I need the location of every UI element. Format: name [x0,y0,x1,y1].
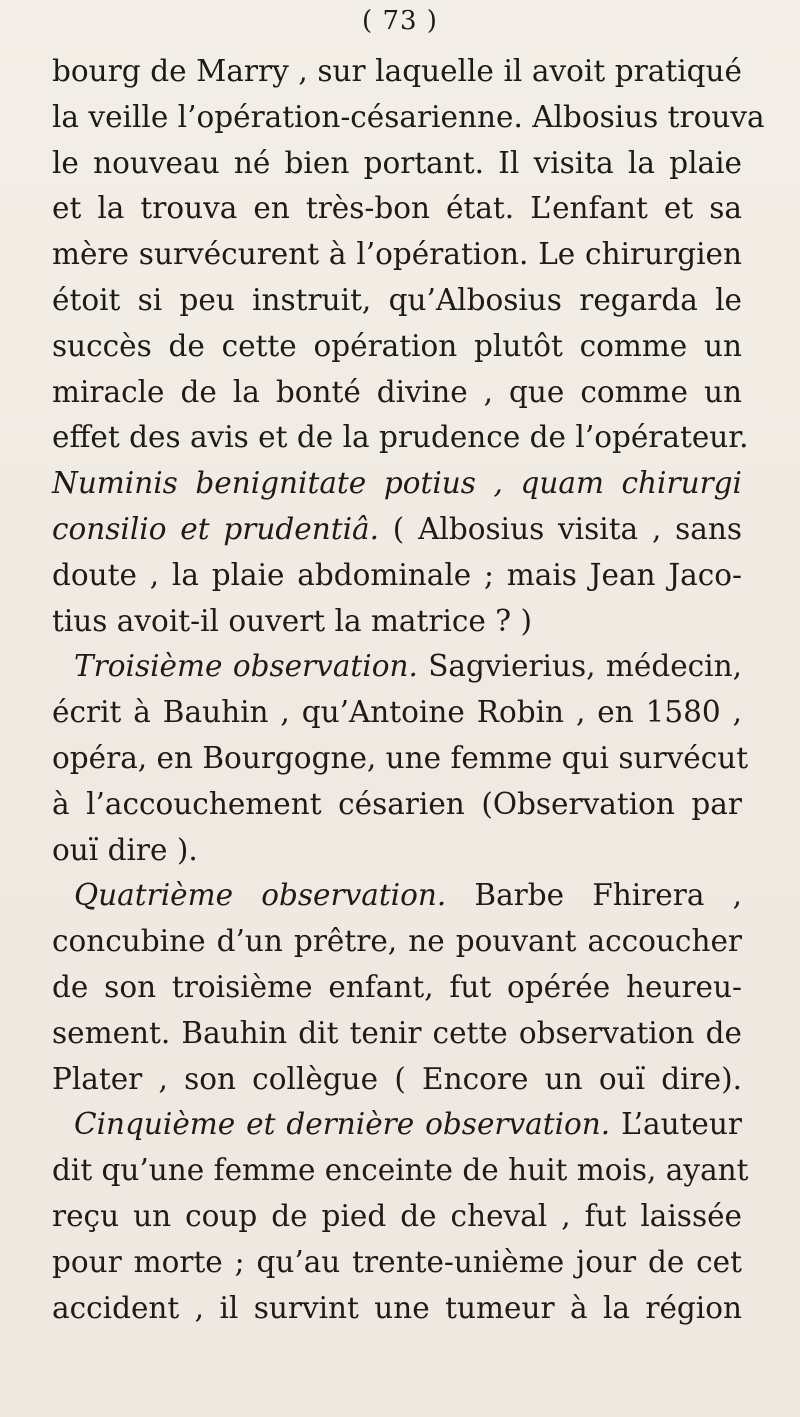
italic-text: Troisième observation. [74,649,418,684]
text-line [52,1286,742,1332]
text-segment: succès de cette opération plutôt comme un [52,328,742,363]
italic-text: Quatrième observation. [74,878,447,913]
text-segment: Sagvierius, médecin, [417,649,742,684]
text-segment: Plater , son collègue ( Encore un ouï dire). [52,1061,742,1096]
text-line [52,1194,742,1240]
text-line [52,736,749,782]
text-line [52,873,742,919]
text-line [52,95,765,141]
text-line [52,599,742,645]
text-segment: concubine d’un prêtre, ne pouvant accoucher [52,924,742,959]
text-line [52,415,749,461]
text-segment: accident , il survint une tumeur à la région [52,1290,742,1325]
italic-text: Numinis benignitate potius , quam chirurgi [52,466,742,501]
text-segment: de son troisième enfant, fut opérée heureu- [52,969,742,1004]
text-line [52,828,742,874]
text-line [52,553,742,599]
text-segment: étoit si peu instruit, qu’Albosius regarda le [52,282,742,317]
text-line [52,461,742,507]
text-line [52,690,742,736]
body-text [52,49,765,1331]
text-line [52,186,742,232]
text-segment: bourg de Marry , sur laquelle il avoit pratiqué [52,54,742,88]
text-segment: le nouveau né bien portant. Il visita la plaie [52,145,742,180]
text-segment: tius avoit-il ouvert la matrice ? ) [52,603,532,638]
text-segment: Barbe Fhirera , [446,878,742,913]
text-segment: la veille l’opération-césarienne. Albosius trouva [52,99,765,134]
text-line [52,919,742,965]
text-segment: sement. Bauhin dit tenir cette observation de [52,1015,742,1050]
text-line [52,370,742,416]
text-segment: miracle de la bonté divine , que comme un [52,374,742,409]
text-line [52,1240,742,1286]
text-line [52,1102,742,1148]
text-line [52,278,742,324]
text-segment: opéra, en Bourgogne, une femme qui survécut [52,740,749,775]
text-segment: pour morte ; qu’au trente-unième jour de cet [52,1244,742,1279]
text-line [52,1148,749,1194]
text-line [52,1011,742,1057]
text-line [52,324,742,370]
text-line [52,782,742,828]
text-segment: doute , la plaie abdominale ; mais Jean Jaco- [52,557,742,592]
text-segment: ouï dire ). [52,832,198,867]
text-segment: mère survécurent à l’opération. Le chirurgien [52,237,742,272]
text-line [52,507,742,553]
text-segment: à l’accouchement césarien (Observation par [52,786,742,821]
text-line [52,141,742,187]
text-segment: L’auteur [610,1107,742,1142]
text-line [52,965,742,1011]
italic-text: Cinquième et dernière observation. [74,1107,611,1142]
text-segment: effet des avis et de la prudence de l’opérateur. [52,420,749,455]
italic-text: consilio et prudentiâ. [52,511,379,546]
text-segment: reçu un coup de pied de cheval , fut laissée [52,1198,742,1233]
page-number: ( 73 ) [362,6,438,36]
text-line [52,232,742,278]
text-segment: ( Albosius visita , sans [379,511,742,546]
text-line [52,644,742,690]
text-segment: écrit à Bauhin , qu’Antoine Robin , en 1580 , [52,695,742,730]
text-line [52,49,742,95]
text-segment: dit qu’une femme enceinte de huit mois, ayant [52,1153,749,1188]
text-line [52,1057,742,1103]
text-segment: et la trouva en très-bon état. L’enfant et sa [52,191,742,226]
